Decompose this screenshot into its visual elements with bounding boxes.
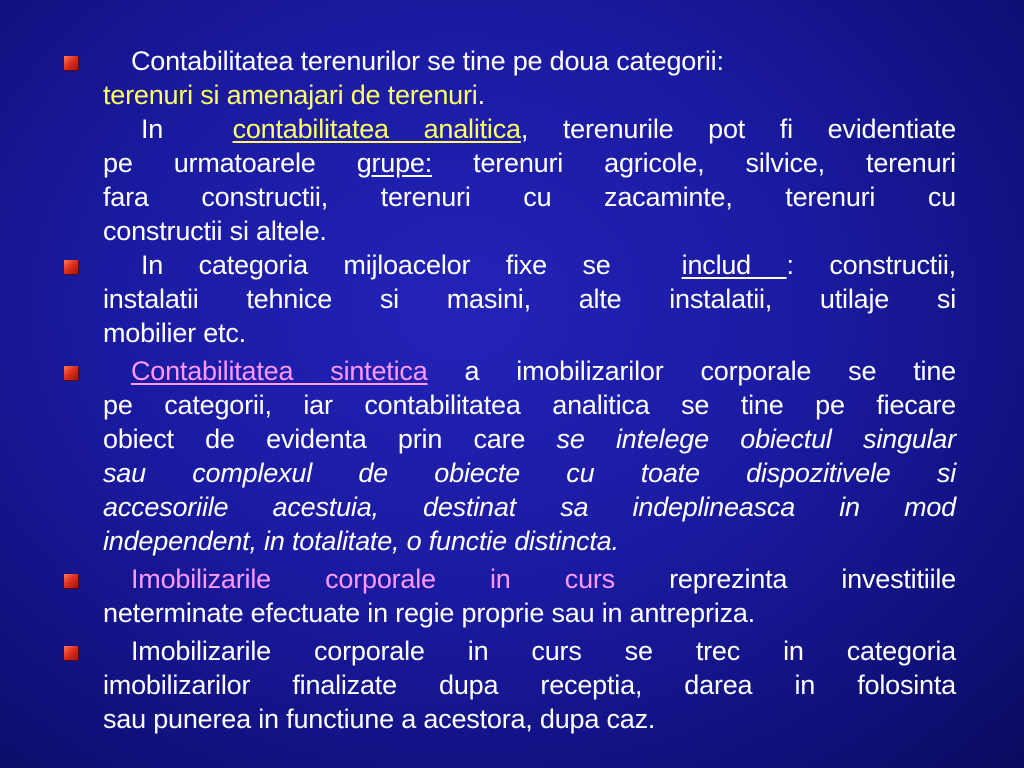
text-line — [103, 146, 956, 180]
italic-text: independent, in totalitate, o functie distincta. — [103, 526, 619, 556]
text-line — [103, 112, 956, 146]
link-contabilitatea-analitica[interactable]: contabilitatea analitica — [232, 114, 521, 144]
text-line — [103, 282, 956, 316]
text-run: In categoria mijloacelor fixe se — [141, 250, 611, 280]
text-line — [103, 634, 956, 668]
text-line — [103, 490, 956, 524]
text-run: instalatii tehnice si masini, alte instalatii, utilaje si — [103, 284, 956, 314]
text-run: terenuri agricole, silvice, terenuri — [473, 148, 956, 178]
text-line — [103, 388, 956, 422]
text-run: fara constructii, terenuri cu zacaminte, terenuri cu — [103, 182, 956, 212]
text-line — [103, 422, 956, 456]
text-run: In — [141, 114, 164, 144]
text-line — [103, 524, 956, 558]
text-run: Contabilitatea terenurilor se tine pe doua categorii: — [131, 46, 724, 76]
bullet-marker — [64, 56, 78, 70]
italic-text: accesoriile acestuia, destinat sa indeplineasca in mod — [103, 492, 956, 522]
highlighted-text: terenuri si amenajari de terenuri — [103, 80, 478, 110]
text-line — [103, 316, 956, 350]
text-line — [103, 354, 956, 388]
italic-text: se intelege obiectul singular — [556, 424, 956, 454]
text-line — [103, 78, 956, 112]
text-run: : constructii, — [786, 250, 956, 280]
text-line — [103, 248, 956, 282]
italic-text: sau complexul de obiecte cu toate dispozitivele si — [103, 458, 956, 488]
text-line — [103, 702, 956, 736]
text-line — [103, 214, 956, 248]
text-line — [103, 562, 956, 596]
link-contabilitatea-sintetica[interactable]: Contabilitatea sintetica — [131, 356, 428, 386]
text-run: . — [477, 80, 485, 110]
text-run: mobilier etc. — [103, 318, 246, 348]
text-run: , terenurile pot fi evidentiate — [520, 114, 957, 144]
text-line — [103, 180, 956, 214]
text-line — [103, 44, 956, 78]
text-run: a imobilizarilor corporale se tine — [427, 356, 956, 386]
text-run: sau punerea in functiune a acestora, dupa caz. — [103, 704, 656, 734]
text-run: pe categorii, iar contabilitatea analitica se tine pe fiecare — [103, 390, 956, 420]
text-line — [103, 456, 956, 490]
text-run: pe urmatoarele — [103, 148, 316, 178]
text-run: reprezinta investitiile — [614, 564, 956, 594]
text-run: constructii si altele. — [103, 216, 327, 246]
bullet-marker — [64, 646, 78, 660]
highlighted-text: Imobilizarile corporale in curs — [131, 564, 615, 594]
text-line — [103, 668, 956, 702]
text-run: neterminate efectuate in regie proprie sau in antrepriza. — [103, 598, 755, 628]
bullet-marker — [64, 574, 78, 588]
text-line — [103, 596, 956, 630]
text-run: imobilizarilor finalizate dupa receptia, darea in folosinta — [103, 670, 956, 700]
link-includ[interactable]: includ — [681, 250, 787, 280]
link-grupe[interactable]: grupe: — [356, 148, 433, 178]
text-run: Imobilizarile corporale in curs se trec in categoria — [131, 636, 956, 666]
text-run: obiect de evidenta prin care — [103, 424, 557, 454]
bullet-marker — [64, 366, 78, 380]
bullet-marker — [64, 260, 78, 274]
